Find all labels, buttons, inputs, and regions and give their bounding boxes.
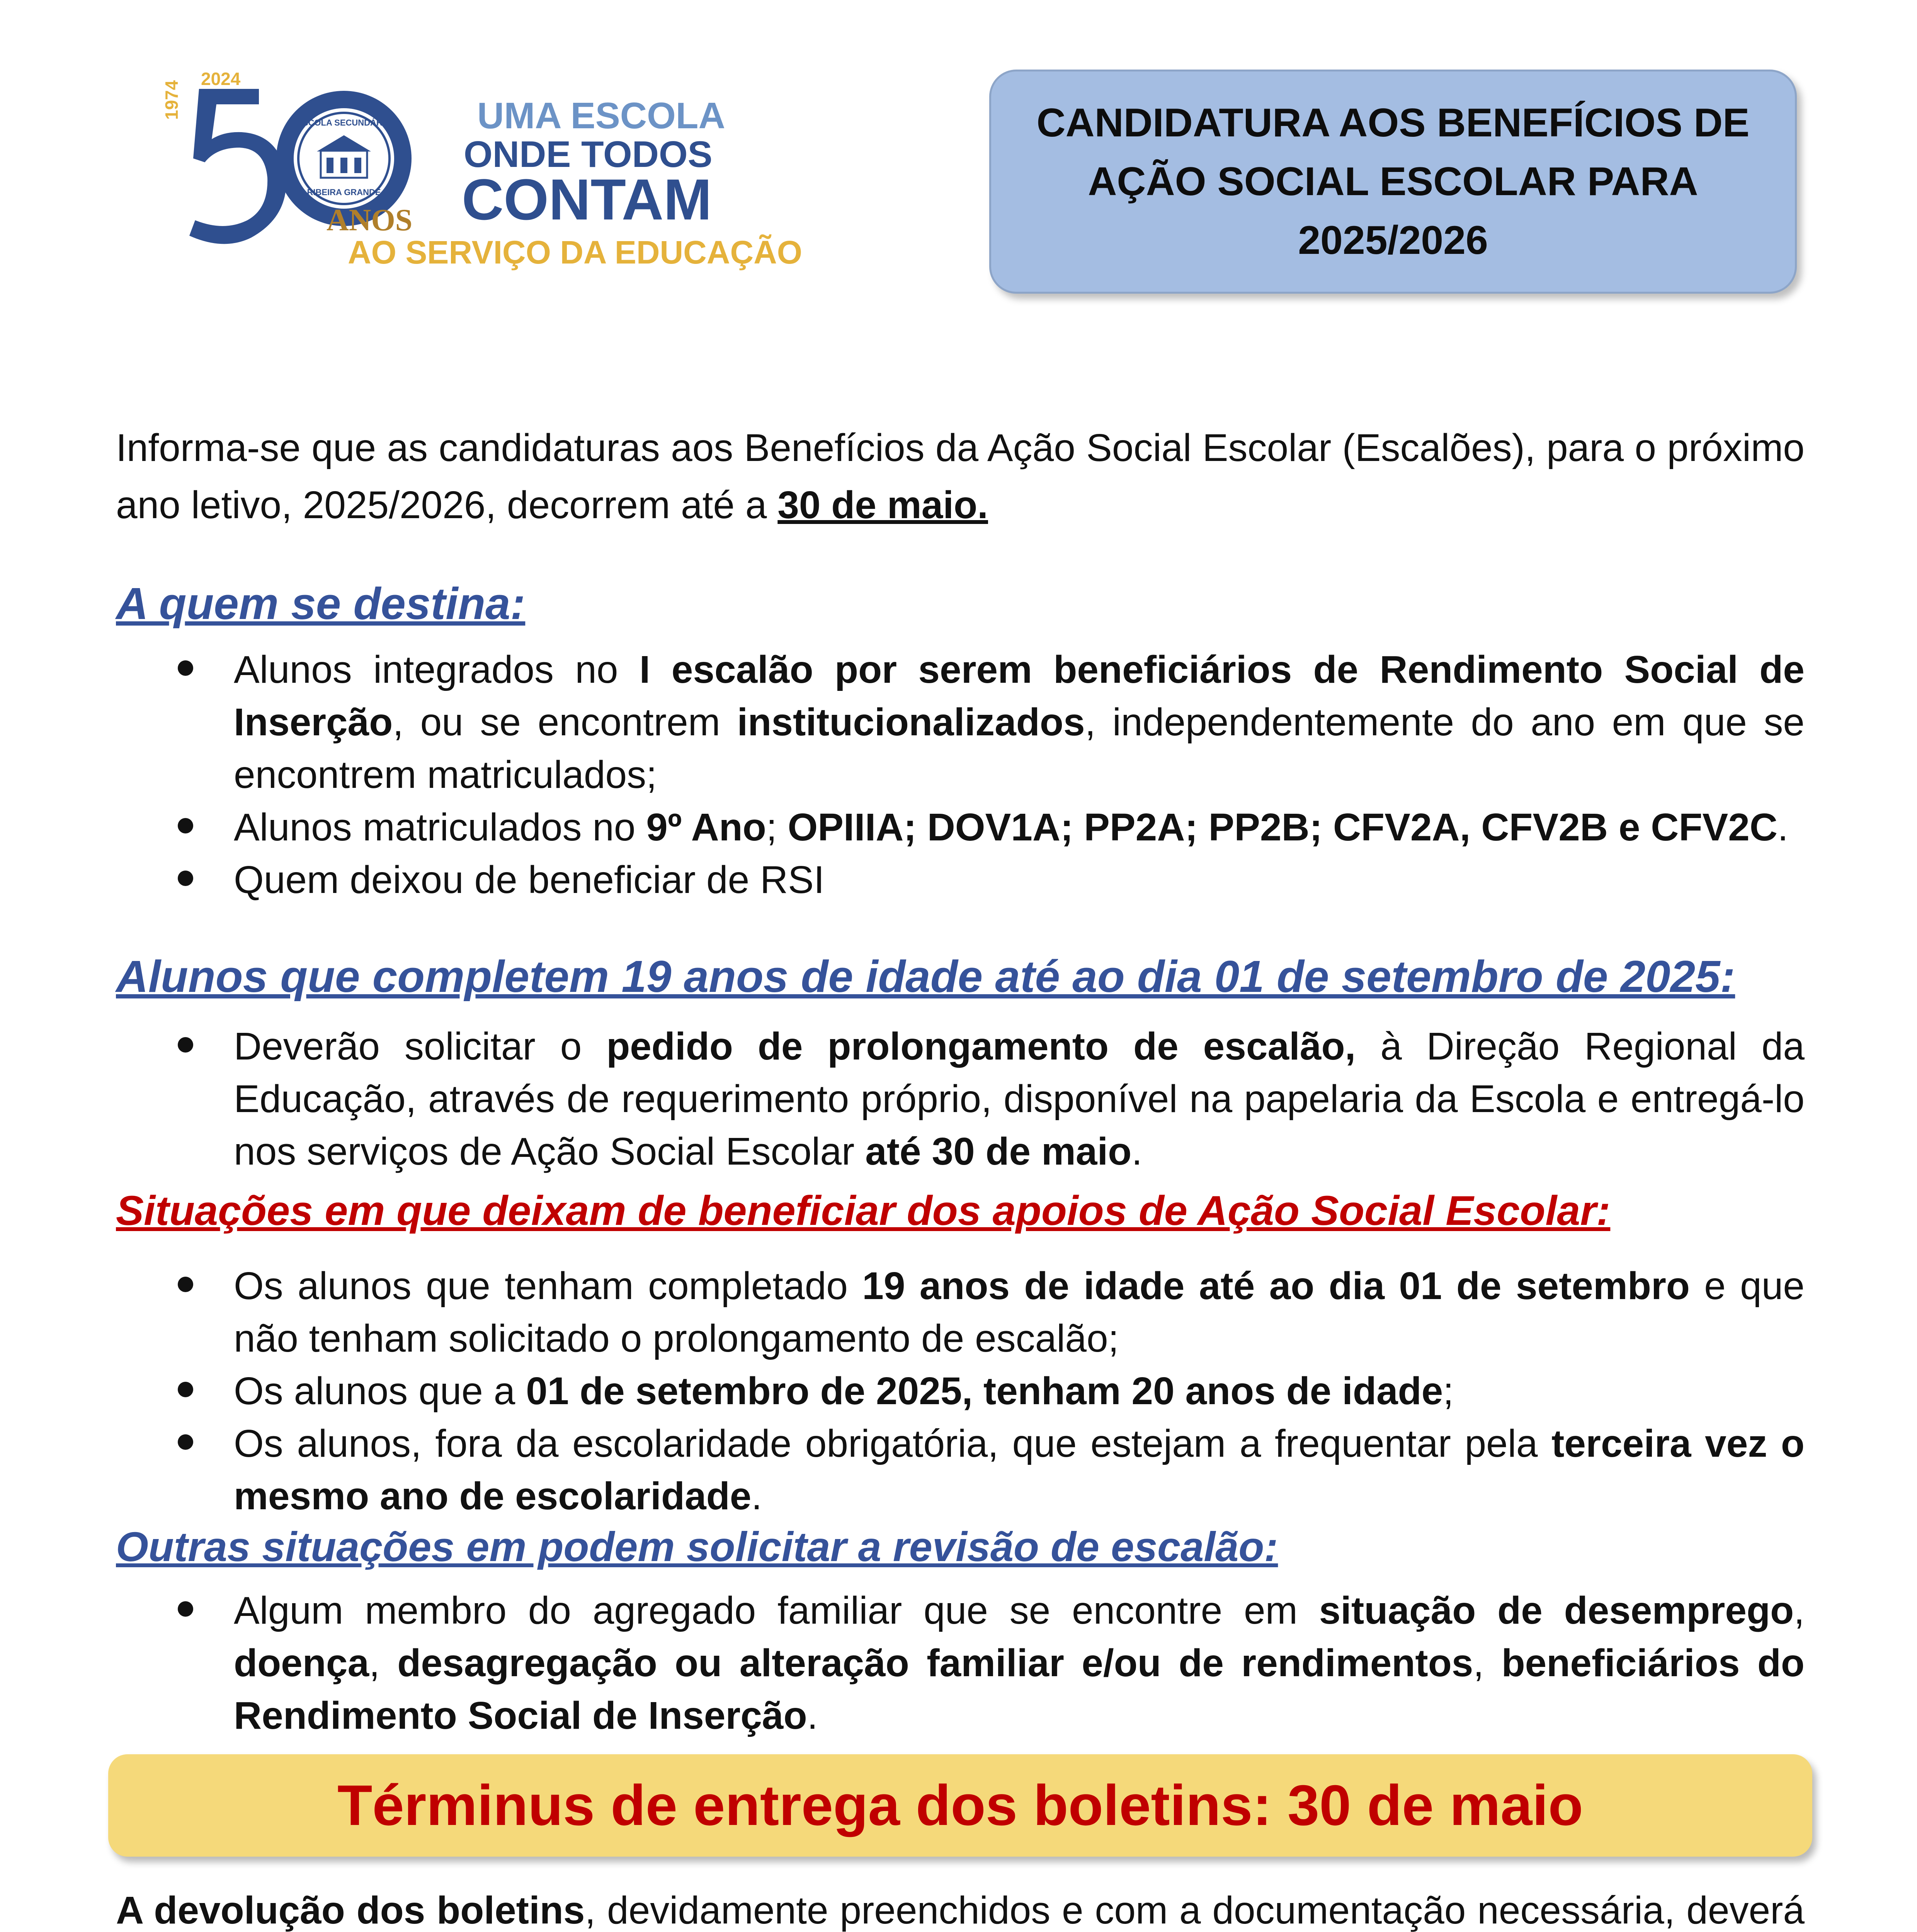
list-item [116, 643, 1805, 801]
text-run-bold: 9º Ano [646, 806, 766, 849]
seal-text-top: ESCOLA SECUNDÁRIA [297, 118, 391, 128]
list-item [116, 1584, 1805, 1742]
text-run: e que não tenham solicitado o prolongamento de escalão; [234, 1264, 1805, 1360]
bullet-icon [178, 1601, 193, 1617]
list-item [116, 1260, 1805, 1365]
text-run: Algum membro do agregado familiar que se encontre em [234, 1589, 1319, 1632]
text-run-bold: desagregação ou alteração familiar e/ou de rendimentos [397, 1641, 1473, 1685]
text-run-bold: A devolução dos boletins [116, 1889, 585, 1932]
text-run: . [807, 1694, 818, 1737]
section-heading-target: A quem se destina: [116, 578, 526, 629]
text-run: ; [1443, 1369, 1454, 1413]
text-run: . [751, 1475, 762, 1518]
text-run: . [1778, 806, 1788, 849]
bullet-icon [178, 818, 193, 833]
digit-five-shape [189, 89, 286, 244]
bullet-icon [178, 871, 193, 886]
title-box [989, 70, 1797, 294]
intro-text: Informa-se que as candidaturas aos Benefícios da Ação Social Escolar (Escalões), para o próximo ano letivo, 2025/2026, decorrem até a [116, 426, 1805, 527]
bullet-icon [178, 1434, 193, 1450]
logo-anos-label: ANOS [327, 203, 413, 237]
bullet-icon [178, 1277, 193, 1292]
section-revision-list [116, 1584, 1805, 1742]
text-run-bold: terceira vez o mesmo ano de escolaridade [234, 1422, 1805, 1518]
text-run-bold: 19 anos de idade até ao dia 01 de setembro [862, 1264, 1690, 1308]
page-title: CANDIDATURA AOS BENEFÍCIOS DE AÇÃO SOCIAL ESCOLAR PARA 2025/2026 [1036, 100, 1750, 263]
text-run: Quem deixou de beneficiar de RSI [234, 858, 825, 901]
logo-tagline-4: AO SERVIÇO DA EDUCAÇÃO [348, 234, 803, 270]
section-exclusions-list [116, 1260, 1805, 1522]
section-heading-exclusions: Situações em que deixam de beneficiar dos apoios de Ação Social Escolar: [116, 1187, 1611, 1234]
return-paragraph [116, 1882, 1805, 1932]
text-run: . [1131, 1130, 1143, 1173]
text-run: Deverão solicitar o [234, 1025, 607, 1068]
logo-tagline-1: UMA ESCOLA [477, 95, 725, 136]
text-run: Alunos integrados no [234, 648, 640, 691]
text-run: à Direção Regional da Educação, através de requerimento próprio, disponível na papelaria da Escola e entregá-lo nos serviços de Ação Social Escolar [234, 1025, 1805, 1173]
text-run: , independentemente do ano em que se encontrem matriculados; [234, 701, 1805, 796]
section-heading-revision: Outras situações em podem solicitar a revisão de escalão: [116, 1523, 1278, 1570]
list-item [116, 854, 1805, 906]
text-run-bold: I escalão por serem beneficiários de Rendimento Social de Inserção [234, 648, 1805, 744]
text-run: ; [766, 806, 788, 849]
text-run: Os alunos que a [234, 1369, 526, 1413]
text-run-bold: beneficiários do Rendimento Social de Inserção [234, 1641, 1805, 1737]
section-heading-age-19: Alunos que completem 19 anos de idade até ao dia 01 de setembro de 2025: [116, 951, 1735, 1002]
list-item [116, 1365, 1805, 1417]
year-start-label: 1974 [162, 80, 182, 120]
year-end-label: 2024 [201, 69, 241, 89]
seal-text-bottom: RIBEIRA GRANDE [307, 187, 381, 197]
text-run-bold: situação de desemprego [1319, 1589, 1794, 1632]
logo-tagline-2: ONDE TODOS [464, 134, 713, 175]
intro-deadline: 30 de maio. [777, 483, 988, 527]
text-run: Os alunos que tenham completado [234, 1264, 862, 1308]
text-run: , [369, 1641, 398, 1685]
bullet-icon [178, 1037, 193, 1053]
text-run-bold: doença [234, 1641, 369, 1685]
text-run: , ou se encontrem [393, 701, 737, 744]
deadline-banner [108, 1754, 1812, 1857]
text-run-bold: institucionalizados [737, 701, 1085, 744]
section-target-list [116, 643, 1805, 906]
list-item [116, 1020, 1805, 1178]
text-run: , [1473, 1641, 1502, 1685]
text-run: Os alunos, fora da escolaridade obrigatória, que estejam a frequentar pela [234, 1422, 1552, 1465]
list-item [116, 1417, 1805, 1522]
text-run: , [1794, 1589, 1805, 1632]
text-run-bold: 01 de setembro de 2025, tenham 20 anos de idade [526, 1369, 1443, 1413]
section-age-19-list [116, 1020, 1805, 1178]
text-run-bold: pedido de prolongamento de escalão, [606, 1025, 1356, 1068]
deadline-banner-text: Términus de entrega dos boletins: 30 de maio [337, 1773, 1583, 1837]
list-item [116, 801, 1805, 854]
text-run: , devidamente preenchidos e com a documentação necessária, deverá [585, 1889, 1805, 1932]
bullet-icon [178, 660, 193, 676]
text-run-bold: até 30 de maio [865, 1130, 1132, 1173]
logo-tagline-3: CONTAM [462, 167, 712, 232]
intro-paragraph [116, 419, 1805, 534]
text-run: Alunos matriculados no [234, 806, 646, 849]
bullet-icon [178, 1382, 193, 1397]
text-run-bold: OPIIIA; DOV1A; PP2A; PP2B; CFV2A, CFV2B e CFV2C [788, 806, 1778, 849]
